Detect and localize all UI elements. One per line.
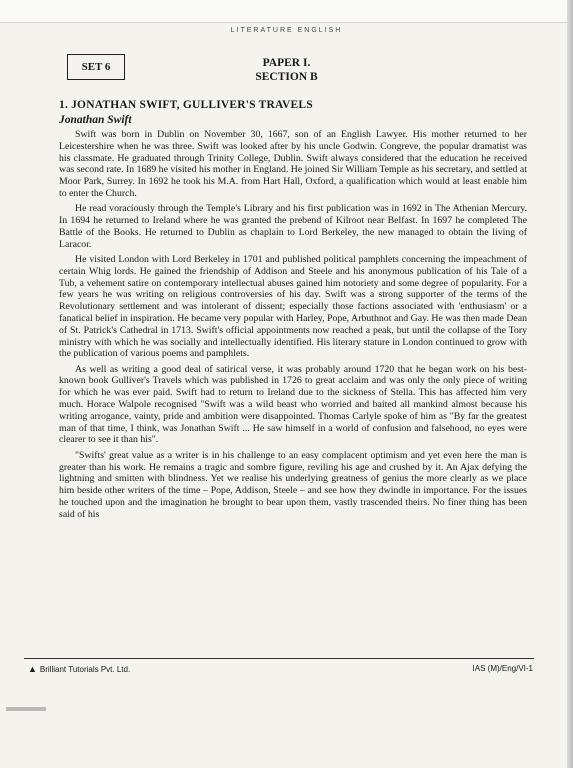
paragraph: As well as writing a good deal of satirical verse, it was probably around 1720 that he began work on his best-known book Gulliver's Travels which was published in 1726 to great acclaim and was only the only piece of writing for which he was ever paid. Swift had to return to Ireland due to the sickness of Stella. This has affected him very much. Horace Walpole recognised "Swift was a wild beast who worried and baited all mankind almost because his writing arrogance, vainty, pride and ambition were disappointed. Thomas Carlyle spoke of him as "By far the greatest man of that time, I think, was Jonathan Swift ... He saw himself in a world of confusion and falsehood, no eyes were clearer to see it than his". bbox=[59, 363, 527, 446]
paragraph: Swift was born in Dublin on November 30, 1667, son of an English Lawyer. His mother returned to her Leicestershire when he was three. Swift was looked after by his uncle Godwin. Congreve, the popular dramatist was his classmate. He graduated through Trinity College, Dublin. Swift always considered that the education he received was second rate. In 1689 he visited his mother in England. He joined Sir William Temple as his secretary, and settled at Moor Park, Surrey. In 1692 he took his M.A. from Hart Hall, Oxford, a qualification which would at least enable him to enter the Church. bbox=[59, 129, 527, 199]
paragraph: "Swifts' great value as a writer is in his challenge to an easy complacent optimism and yet even here the man is greater than his work. He remains a tragic and sombre figure, reviling his age and crushed by it. An Ajax defying the lightning and smitten with blindness. Yet we realise his underlying greatness of genius the more clearly as we place him beside other writers of the time – Pope, Addison, Steele – and see how they dwindle in importance. For the issues he touched upon and the imagination he brought to bear upon them, vastly trascended theirs. No finer thing has been said of his bbox=[59, 449, 527, 520]
set-label: SET 6 bbox=[81, 61, 111, 73]
scan-top-bar bbox=[0, 0, 573, 23]
section-line: SECTION B bbox=[255, 71, 318, 83]
footer-code: IAS (M)/Eng/VI-1 bbox=[472, 664, 533, 673]
ornament-icon: ▲ bbox=[28, 664, 37, 674]
footer-publisher bbox=[28, 664, 130, 674]
running-head: LITERATURE ENGLISH bbox=[230, 27, 343, 34]
footer-rule bbox=[24, 658, 534, 659]
paragraph: He read voraciously through the Temple's Library and his first publication was in 1692 in The Athenian Mercury. In 1694 he returned to Ireland where he was granted the prebend of Kilroot near Belfast. In 1697 he completed The Battle of the Books. He returned to Dublin as chaplain to Lord Berkeley, the new managed to obtain the living of Laracor. bbox=[59, 203, 527, 250]
scan-mark bbox=[6, 707, 46, 711]
body-text bbox=[59, 129, 527, 524]
paper-title bbox=[0, 56, 573, 84]
topic-heading: 1. JONATHAN SWIFT, GULLIVER'S TRAVELS bbox=[59, 99, 313, 111]
page-edge bbox=[567, 0, 573, 768]
publisher-name: Brilliant Tutorials Pvt. Ltd. bbox=[39, 664, 131, 674]
paper-line: PAPER I. bbox=[262, 57, 311, 69]
topic-subheading: Jonathan Swift bbox=[59, 114, 132, 126]
paragraph: He visited London with Lord Berkeley in 1701 and published political pamphlets concerning the impeachment of certain Whig lords. He gained the friendship of Addison and Steele and his anonymous publication of his Tale of a Tub, a vehement satire on contemporary intellectual abuses gained him notoriety and some degree of popularity. For a few years he was writing on religious controversies of his day. Swift was a strong supporter of the terms of the Revolutionary settlement and was intolerant of dissent; especially those factions associated with 'enthusiasm' or a fanatical belief in inspiration. He became very popular with Harley, Pope, Arbuthnot and Gay. He was then made Dean of St. Patrick's Cathedral in 1713. Swift's official appointments now reached a peak, but until the collapse of the Tory ministry with which he was socially and intellectually identified. His literary stature in London continued to grow with the publication of various poems and pamphlets. bbox=[59, 253, 527, 360]
